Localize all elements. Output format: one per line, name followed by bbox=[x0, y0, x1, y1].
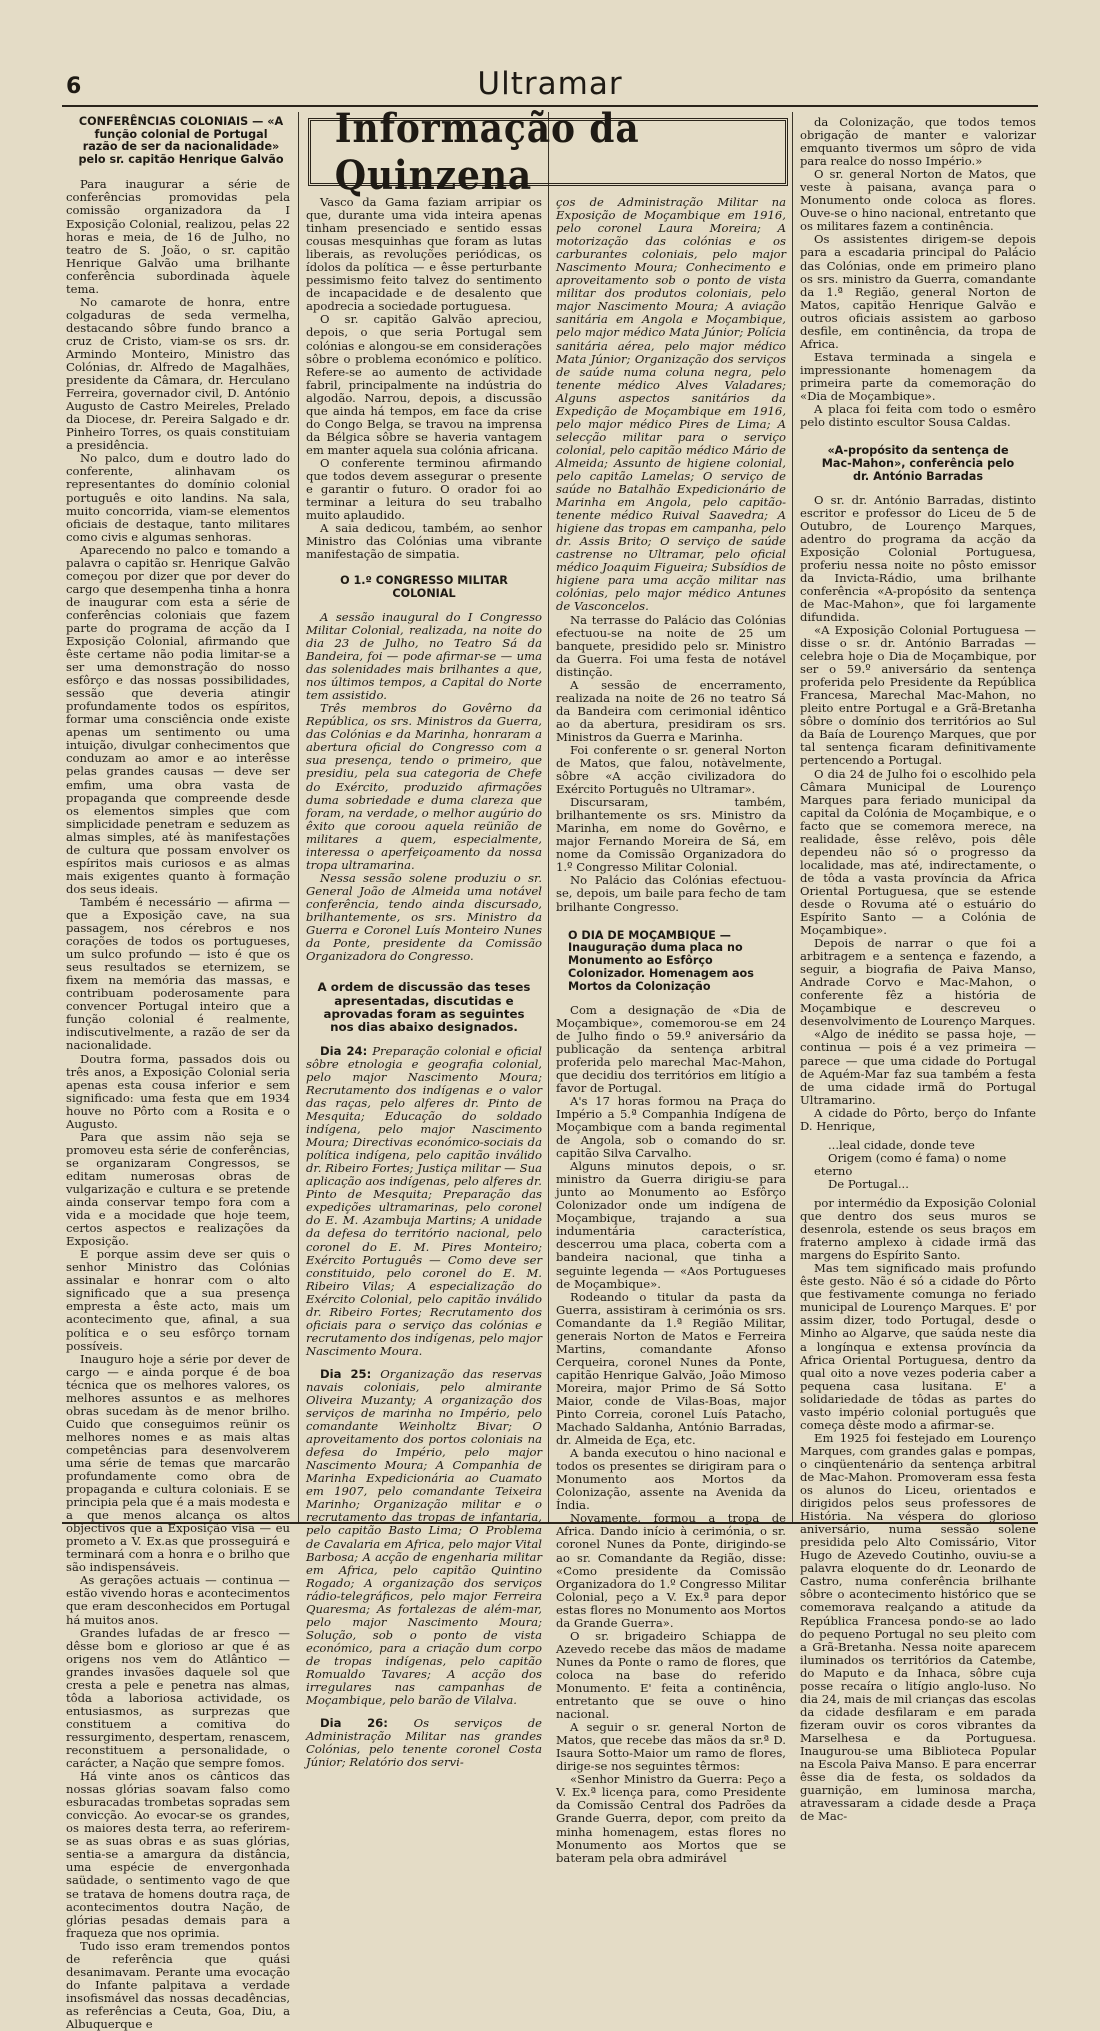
day-label: Dia 26: bbox=[320, 1716, 414, 1731]
day-entry bbox=[306, 1717, 542, 1769]
verse-line: ...leal cidade, donde teve bbox=[828, 1137, 975, 1152]
column-2 bbox=[306, 195, 542, 1770]
paragraph: Com a designação de «Dia de Moçambique», comemorou-se em 24 de Julho findo o 59.º aniversário da publicação da sentença arbitral proferida pelo marechal Mac-Mahon, que decidiu dos territórios em litígio a favor de Portugal. bbox=[556, 1002, 786, 1095]
paragraph: Doutra forma, passados dois ou três anos, a Exposição Colonial seria apenas esta cousa inferior e sem significado: uma festa que em 1934 houve no Pôrto com a Rosita e o Augusto. bbox=[66, 1051, 290, 1131]
paragraph: Grandes lufadas de ar fresco — dêsse bom e glorioso ar que é as origens nos vem do Atlântico — grandes invasões daquele sol que cresta a pele e penetra nas almas, tôda a laboriosa actividade, os entusiasmos, as surprezas que constituem a comitiva do ressurgimento, despertam, renascem, reconstituem a personalidade, o carácter, a Nação que sempre fomos. bbox=[66, 1625, 290, 1771]
paragraph: Depois de narrar o que foi a arbitragem e a sentença e fazendo, a seguir, a biografia de Paiva Manso, Andrade Corvo e Mac-Mahon, o conferente fêz a história de Moçambique e descreveu o desenvolvimento de Lourenço Marques. bbox=[800, 936, 1036, 1029]
paragraph: Em 1925 foi festejado em Lourenço Marques, com grandes galas e pompas, o cinqüentenário da sentença arbitral de Mac-Mahon. Promoveram essa festa os alunos do Liceu, orientados e dirigidos pelos seus professores de História. Na véspera do glorioso aniversário, numa sessão solene presidida pelo Alto Comissário, Vitor Hugo de Azevedo Coutinho, ouviu-se a palavra eloquente do dr. Leonardo de Castro, numa conferência brilhante sôbre o acontecimento histórico que se comemorava realçando a atitude da República Francesa pondo-se ao lado do pequeno Portugal no seu pleito com a Grã-Bretanha. Nessa noite aparecem iluminados os territórios da Catembe, do Maputo e da Inhaca, sôbre cuja posse recaíra o litígio anglo-luso. No dia 24, mais de mil crianças das escolas da cidade desfilaram e em parada fizeram ouvir os coros vibrantes da Marselhesa e da Portuguesa. Inaugurou-se uma Biblioteca Popular na Escola Paiva Manso. E para encerrar êsse dia de festa, os soldados da guarnição, em luminosa marcha, atravessaram a cidade desde a Praça de Mac- bbox=[800, 1430, 1036, 1824]
column-3 bbox=[556, 195, 786, 1865]
barradas-heading: «A-propósito da sentença de Mac-Mahon», conferência pelo dr. António Barradas bbox=[821, 444, 1015, 483]
paragraph: O sr. brigadeiro Schiappa de Azevedo recebe das mãos de madame Nunes da Ponte o ramo de flores, que coloca na base do referido Monumento. E' feita a continência, entretanto que se ouve o hino nacional. bbox=[556, 1628, 786, 1722]
paragraph: O sr. capitão Galvão apreciou, depois, o que seria Portugal sem colónias e alongou-se em considerações sôbre o problema económico e político. Refere-se ao aumento de actividade fabril, principalmente na indústria do algodão. Narrou, depois, a discussão que ainda há tempos, em face da crise do Congo Belga, se travou na imprensa da Bélgica sôbre se haveria vantagem em manter aquela sua colónia africana. bbox=[306, 312, 542, 457]
congress-heading: O 1.º CONGRESSO MILITAR COLONIAL bbox=[340, 574, 508, 601]
paragraph: A cidade do Pôrto, berço do Infante D. Henrique, bbox=[800, 1105, 1036, 1133]
days-list bbox=[306, 1045, 542, 1770]
paragraph: Aparecendo no palco e tomando a palavra o capitão sr. Henrique Galvão começou por dizer que por dever do cargo que desempenha tinha a honra de inaugurar com esta a série de conferências coloniais que fazem parte do programa de acção da I Exposição Colonial, afirmando que êste certame não podia limitar-se a ser uma demonstração do nosso esfôrço e das nossas possibilidades, sessão que deveria atingir profundamente todos os espíritos, formar uma consciência onde existe apenas um sentimento ou uma intuição, divulgar conhecimentos que conduzam ao amor e ao interêsse pelas grandes causas — deve ser emfim, uma obra vasta de propaganda que compreende desde os elementos simples que com simplicidade penetram e seduzem as almas simples, até às manifestações de cultura que possam envolver os espíritos mais curiosos e as almas mais exigentes quanto à formação dos seus ideais. bbox=[66, 542, 290, 896]
paragraph: A sessão inaugural do I Congresso Militar Colonial, realizada, na noite do dia 23 de Julho, no Teatro Sá da Bandeira, foi — pode afirmar-se — uma das solenidades mais brilhantes a que, nos últimos tempos, a Capital do Norte tem assistido. bbox=[306, 609, 542, 703]
barradas-body-continued bbox=[800, 1197, 1036, 1823]
paragraph: O dia 24 de Julho foi o escolhido pela Câmara Municipal de Lourenço Marques para feriado municipal da capital da Colónia de Moçambique, e o facto que se comemora merece, na realidade, êsse relêvo, pois dêle dependeu não só o progresso da localidade, mas até, indirectamente, o de tôda a vasta província da Africa Oriental Portuguesa, que se estende desde o Rovuma até o estuário do Espírito Santo — a Colónia de Moçambique». bbox=[800, 766, 1036, 938]
column-4 bbox=[800, 115, 1036, 1824]
paragraph: Alguns minutos depois, o sr. ministro da Guerra dirigiu-se para junto ao Monumento ao Esfôrço Colonizador onde um indígena de Moçambique, trajando a sua indumentária característica, descerrou uma placa, coberta com a bandeira nacional, que tinha a seguinte legenda — «Aos Portugueses de Moçambique». bbox=[556, 1159, 786, 1291]
barradas-body bbox=[800, 494, 1036, 1133]
day-entry bbox=[306, 1368, 542, 1707]
day-text: Organização das reservas navais coloniais, pelo almirante Oliveira Muzanty; A organização dos serviços de marinha no Império, pelo comandante Weinholtz Bivar; O aproveitamento dos portos coloniais na defesa do Império, pelo major Nascimento Moura; A Companhia de Marinha Expedicionária ao Cuamato em 1907, pelo comandante Teixeira Marinho; Organização militar e o recrutamento das tropas de infantaria, pelo capitão Basto Lima; O Problema de Cavalaria em Africa, pelo major Vital Barbosa; A acção de engenharia militar em Africa, pelo capitão Quintino Rogado; A organização dos serviços rádio-telegráficos, pelo major Ferreira Quaresma; As fortalezas de além-mar, pelo major Nascimento Moura; Solução, sob o ponto de vista económico, para a criação dum corpo de tropas indígenas, pelo capitão Romualdo Tavares; A acção dos irregulares nas campanhas de Moçambique, pelo barão de Vilalva. bbox=[306, 1366, 542, 1708]
homage-continuation bbox=[800, 116, 1036, 429]
paragraph: A placa foi feita com todo o esmêro pelo distinto escultor Sousa Caldas. bbox=[800, 402, 1036, 430]
paragraph: No camarote de honra, entre colgaduras de seda vermelha, destacando sôbre fundo branco a cruz de Cristo, viam-se os srs. dr. Armindo Monteiro, Ministro das Colónias, dr. Alfredo de Magalhães, presidente da Câmara, dr. Herculano Ferreira, governador civil, D. António Augusto de Castro Meireles, Prelado da Diocese, dr. Pereira Salgado e dr. Pinheiro Torres, os quais constituiam a presidência. bbox=[66, 294, 290, 453]
paragraph: Mas tem significado mais profundo êste gesto. Não é só a cidade do Pôrto que festivamente comunga no feriado municipal de Lourenço Marques. E' por assim dizer, todo Portugal, desde o Minho ao Algarve, que saúda neste dia a longínqua e extensa província da Africa Oriental Portuguesa, dentro da qual oito a nove vezes poderia caber a pequena casa lusitana. E' a solidariedade de tôdas as partes do vasto império colonial português que começa dêste modo a afirmar-se. bbox=[800, 1261, 1036, 1432]
column-divider bbox=[298, 112, 299, 1522]
conference-continuation bbox=[306, 196, 542, 561]
paragraph: Os assistentes dirigem-se depois para a escadaria principal do Palácio das Colónias, onde em primeiro plano os srs. ministro da Guerra, comandante da 1.ª Região, general Norton de Matos, capitão Henrique Galvão e outros oficiais assistem ao garboso desfile, em continência, da tropa de Africa. bbox=[800, 232, 1036, 351]
paragraph: Três membros do Govêrno da República, os srs. Ministros da Guerra, das Colónias e da Marinha, honraram a abertura oficial do Congresso com a sua presença, tendo o primeiro, que presidiu, pela sua categoria de Chefe do Exército, produzido afirmações duma sobriedade e duma clareza que foram, na verdade, o melhor augúrio do êxito que coroou aquela reünião de militares a quem, especialmente, interessa o aperfeiçoamento da nossa tropa ultramarina. bbox=[306, 701, 542, 872]
paragraph: Tudo isso eram tremendos pontos de referência que quási desanimavam. Perante uma evocação do Infante palpitava a verdade insofismável das nossas decadências, as referências a Ceuta, Goa, Diu, a Albuquerque e bbox=[66, 1938, 290, 2031]
paragraph: «Senhor Ministro da Guerra: Peço a V. Ex.ª licença para, como Presidente da Comissão Central dos Padrões da Grande Guerra, depor, com preito da minha homenagem, estas flores no Monumento aos Mortos que se bateram pela obra admirável bbox=[556, 1772, 786, 1865]
paragraph: O sr. general Norton de Matos, que veste à paisana, avança para o Monumento onde coloca as flores. Ouve-se o hino nacional, entretanto que os militares fazem a continência. bbox=[800, 167, 1036, 234]
paragraph: No Palácio das Colónias efectuou-se, depois, um baile para fecho de tam brilhante Congresso. bbox=[556, 873, 786, 914]
paragraph: A banda executou o hino nacional e todos os presentes se dirigiram para o Monumento aos Mortos da Colonização, assente na Avenida da Índia. bbox=[556, 1446, 786, 1513]
verse-quote bbox=[800, 1139, 1036, 1191]
column-divider bbox=[792, 112, 793, 1522]
paragraph: A seguir o sr. general Norton de Matos, que recebe das mãos da sr.ª D. Isaura Sotto-Maior um ramo de flores, dirige-se nos seguintes têrmos: bbox=[556, 1720, 786, 1774]
paragraph: E porque assim deve ser quis o senhor Ministro das Colónias assinalar e honrar com o alto significado que a sua presença empresta a êste acto, mais um acontecimento que, afinal, a sua política e o seu esfôrço tornam possíveis. bbox=[66, 1247, 290, 1353]
paragraph: por intermédio da Exposição Colonial que dentro dos seus muros se desenrola, estende os seus braços em fraterno amplexo à cidade irmã das margens do Espírito Santo. bbox=[800, 1196, 1036, 1263]
paragraph: A saia dedicou, também, ao senhor Ministro das Colónias uma vibrante manifestação de simpatia. bbox=[306, 521, 542, 562]
day-entry bbox=[306, 1045, 542, 1358]
day-text: Preparação colonial e oficial sôbre etnologia e geografia colonial, pelo major Nascimento Moura; Recrutamento dos indígenas e o valor das raças, pelo alferes dr. Pinto de Mesquita; Educação do soldado indígena, pelo major Nascimento Moura; Directivas económico-sociais da política indígena, pelo capitão inválido dr. Ribeiro Fortes; Justiça militar — Sua aplicação aos indígenas, pelo alferes dr. Pinto de Mesquita; Preparação das expedições ultramarinas, pelo coronel do E. M. Azambuja Martins; A unidade da defesa do território nacional, pelo coronel do E. M. Pires Monteiro; Exército Português — Como deve ser constituido, pelo coronel do E. M. Ribeiro Vilas; A especialização do Exército Colonial, pelo capitão inválido dr. Ribeiro Fortes; Recrutamento dos oficiais para o serviço das colónias e recrutamento dos indígenas, pelo major Nascimento Moura. bbox=[306, 1043, 542, 1358]
paragraph: Para inaugurar a série de conferências promovidas pela comissão organizadora da I Exposição Colonial, realizou, pelas 22 horas e meia, de 16 de Julho, no teatro de S. João, o sr. capitão Henrique Galvão uma brilhante conferência subordinada àquele tema. bbox=[66, 177, 290, 296]
paragraph: «A Exposição Colonial Portuguesa — disse o sr. dr. António Barradas — celebra hoje o Dia de Moçambique, por ser o 59.º aniversário da sentença proferida pelo Presidente da República Francesa, Marechal Mac-Mahon, no pleito entre Portugal e a Grã-Bretanha sôbre o domínio dos territórios ao Sul da Baía de Lourenço Marques, que por tal sentença ficaram definitivamente pertencendo a Portugal. bbox=[800, 622, 1036, 768]
conferences-heading: CONFERÊNCIAS COLONIAIS — «A função colonial de Portugal razão de ser da nacionalidade» pelo sr. capitão Henrique Galvão bbox=[78, 115, 284, 166]
section-title-box bbox=[308, 105, 788, 199]
paragraph: «Algo de inédito se passa hoje, — continua — pois é a vez primeira — parece — que uma cidade do Portugal de Aquém-Mar faz sua também a festa de uma cidade irmã do Portugal Ultramarino. bbox=[800, 1027, 1036, 1107]
page-number: 6 bbox=[66, 74, 82, 99]
paragraph: O sr. dr. António Barradas, distinto escritor e professor do Liceu de 5 de Outubro, de Lourenço Marques, adentro do programa da acção da Exposição Colonial Portuguesa, proferiu nessa noite no pôsto emissor da Invicta-Rádio, uma brilhante conferência «A-propósito da sentença de Mac-Mahon», que foi largamente difundida. bbox=[800, 492, 1036, 624]
section-title: Informação da Quinzena bbox=[334, 105, 640, 199]
order-heading: A ordem de discussão das teses apresentadas, discutidas e aprovadas foram as seguintes nos dias abaixo designados. bbox=[317, 980, 531, 1035]
paragraph: Rodeando o titular da pasta da Guerra, assistiram à cerimónia os srs. Comandante da 1.ª Região Militar, generais Norton de Matos e Ferreira Martins, comandante Afonso Cerqueira, coronel Nunes da Ponte, capitão Henrique Galvão, João Mimoso Moreira, major Primo de Sá Sotto Maior, conde de Vilas-Boas, major Pinto Correia, coronel Luís Patacho, Machado Saldanha, António Barradas, dr. Almeida de Eça, etc. bbox=[556, 1289, 786, 1448]
verse-line: Origem (como é fama) o nome eterno bbox=[814, 1150, 1007, 1178]
day-label: Dia 25: bbox=[320, 1366, 381, 1381]
paragraph: da Colonização, que todos temos obrigação de manter e valorizar emquanto tivermos um sôpro de vida para realce do nosso Império.» bbox=[800, 115, 1036, 169]
paragraph: Discursaram, também, brilhantemente os srs. Ministro da Marinha, em nome do Govêrno, e major Fernando Moreira de Sá, em nome da Comissão Organizadora do 1.º Congresso Militar Colonial. bbox=[556, 795, 786, 875]
paragraph: Também é necessário — afirma — que a Exposição cave, na sua passagem, nos cérebros e nos corações de todos os portugueses, um sulco profundo — isto é que os seus resultados se eternizem, se fixem na memória das massas, e contribuam poderosamente para convencer Portugal inteiro que a função colonial é realmente, indiscutivelmente, a razão de ser da nacionalidade. bbox=[66, 894, 290, 1053]
paragraph: Estava terminada a singela e impressionante homenagem da primeira parte da comemoração do «Dia de Moçambique». bbox=[800, 349, 1036, 403]
paragraph: A sessão de encerramento, realizada na noite de 26 no teatro Sá da Bandeira com cerimonial idêntico ao da abertura, presidiram os srs. Ministros da Guerra e Marinha. bbox=[556, 677, 786, 744]
theses-continuation: ços de Administração Militar na Exposição de Moçambique em 1916, pelo coronel Laura Moreira; A motorização das colónias e os carburantes coloniais, pelo major Nascimento Moura; Conhecimento e aproveitamento sob o ponto de vista militar dos produtos coloniais, pelo major Nascimento Moura; A aviação sanitária em Angola e Moçambique, pelo major médico Mata Júnior; Polícia sanitária aérea, pelo major médico Mata Júnior; Organização dos serviços de saúde numa coluna negra, pelo tenente médico Alves Valadares; Alguns aspectos sanitários da Expedição de Moçambique em 1916, pelo major médico Pires de Lima; A selecção militar para o serviço colonial, pelo capitão médico Mário de Almeida; Assunto de higiene colonial, pelo capitão Lamelas; O serviço de saúde no Batalhão Expedicionário de Marinha em Angola, pelo capitão-tenente médico Ruival Saavedra; A higiene das tropas em campanha, pelo dr. Assis Brito; O serviço de saúde castrense no Ultramar, pelo oficial médico Joaquim Figueira; Subsídios de higiene para uma acção militar nas colónias, pelo major médico Antunes de Vasconcelos. bbox=[556, 195, 786, 614]
bottom-rule bbox=[62, 1522, 1038, 1524]
masthead: Ultramar bbox=[477, 66, 623, 102]
day-label: Dia 24: bbox=[320, 1043, 373, 1058]
mozambique-day-heading: O DIA DE MOÇAMBIQUE — Inauguração duma placa no Monumento ao Esfôrço Colonizador. Homenagem aos Mortos da Colonização bbox=[568, 928, 754, 993]
column-1 bbox=[66, 115, 290, 2031]
paragraph: Há vinte anos os cânticos das nossas glórias soavam falso como esburacadas trombetas sopradas sem convicção. Ao evocar-se os grandes, os maiores desta terra, ao referirem-se as suas obras e as suas glórias, sentia-se a amargura da distância, uma espécie de envergonhada saüdade, o sentimento vago de que se tratava de homens doutra raça, de acontecimentos doutra Nação, de glórias pesadas demais para a fraqueza que nos oprimia. bbox=[66, 1769, 290, 1940]
paragraph: As gerações actuais — continua — estão vivendo horas e acontecimentos que eram desconhecidos em Portugal há muitos anos. bbox=[66, 1573, 290, 1627]
verse-line: De Portugal... bbox=[828, 1176, 909, 1191]
paragraph: Para que assim não seja se promoveu esta série de conferências, se organizaram Congressos, se editam numerosas obras de vulgarização e cultura e se pretende ainda conservar tempo fora com a vida e a mocidade que hoje teem, certos aspectos e realizações da Exposição. bbox=[66, 1129, 290, 1249]
congress-close-body bbox=[556, 614, 786, 914]
paragraph: Foi conferente o sr. general Norton de Matos, que falou, notàvelmente, sôbre «A acção civilizadora do Exército Português no Ultramar». bbox=[556, 742, 786, 797]
paragraph: Inauguro hoje a série por dever de cargo — e ainda porque é de boa técnica que os melhores valores, os melhores assuntos e as melhores obras sucedam às de menor brilho. Cuido que conseguimos reünir os melhores nomes e as mais altas competências para desenvolverem uma série de temas que marcarão profundamente como obra de propaganda e cultura coloniais. E se principia pela que é a mais modesta e a que menos alcança os altos objectivos que a Exposição visa — eu prometo a V. Ex.as que prosseguirá e terminará com a honra e o brilho que são indispensáveis. bbox=[66, 1351, 290, 1575]
paragraph: Vasco da Gama faziam arripiar os que, durante uma vida inteira apenas tinham presenciado e sentido essas cousas mesquinhas que foram as lutas liberais, as revoluções periódicas, os ídolos da política — e êsse perturbante pessimismo feito talvez do sentimento de incapacidade e de desalento que apodrecia a sociedade portuguesa. bbox=[306, 195, 542, 314]
column-divider bbox=[548, 112, 549, 1522]
conferences-body bbox=[66, 178, 290, 2031]
congress-italic-body bbox=[306, 611, 542, 963]
paragraph: Novamente, formou a tropa de Africa. Dando início à cerimónia, o sr. coronel Nunes da Ponte, dirigindo-se ao sr. Comandante da Região, disse: «Como presidente da Comissão Organizadora do 1.º Congresso Militar Colonial, peço a V. Ex.ª para depor estas flores no Monumento aos Mortos da Grande Guerra». bbox=[556, 1511, 786, 1630]
day-text: Os serviços de Administração Militar nas grandes Colónias, pelo tenente coronel Costa Júnior; Relatório dos servi- bbox=[306, 1716, 542, 1770]
paragraph: Na terrasse do Palácio das Colónias efectuou-se na noite de 25 um banquete, presidido pelo sr. Ministro da Guerra. Foi uma festa de notável distinção. bbox=[556, 612, 786, 679]
paragraph: A's 17 horas formou na Praça do Império a 5.ª Companhia Indígena de Moçambique com a banda regimental de Angola, sob o comando do sr. capitão Silva Carvalho. bbox=[556, 1093, 786, 1161]
paragraph: No palco, dum e doutro lado do conferente, alinhavam os representantes do domínio colonial português e oito landins. Na sala, muito concorrida, viam-se elementos oficiais de destaque, tanto militares como civis e algumas senhoras. bbox=[66, 451, 290, 544]
paragraph: Nessa sessão solene produziu o sr. General João de Almeida uma notável conferência, tendo ainda discursado, brilhantemente, os srs. Ministro da Guerra e Coronel Luís Monteiro Nunes da Ponte, presidente da Comissão Organizadora do Congresso. bbox=[306, 870, 542, 964]
paragraph: O conferente terminou afirmando que todos devem assegurar o presente e garantir o futuro. O orador foi ao terminar a leitura do seu trabalho muito aplaudido. bbox=[306, 455, 542, 523]
mozambique-day-body bbox=[556, 1004, 786, 1865]
